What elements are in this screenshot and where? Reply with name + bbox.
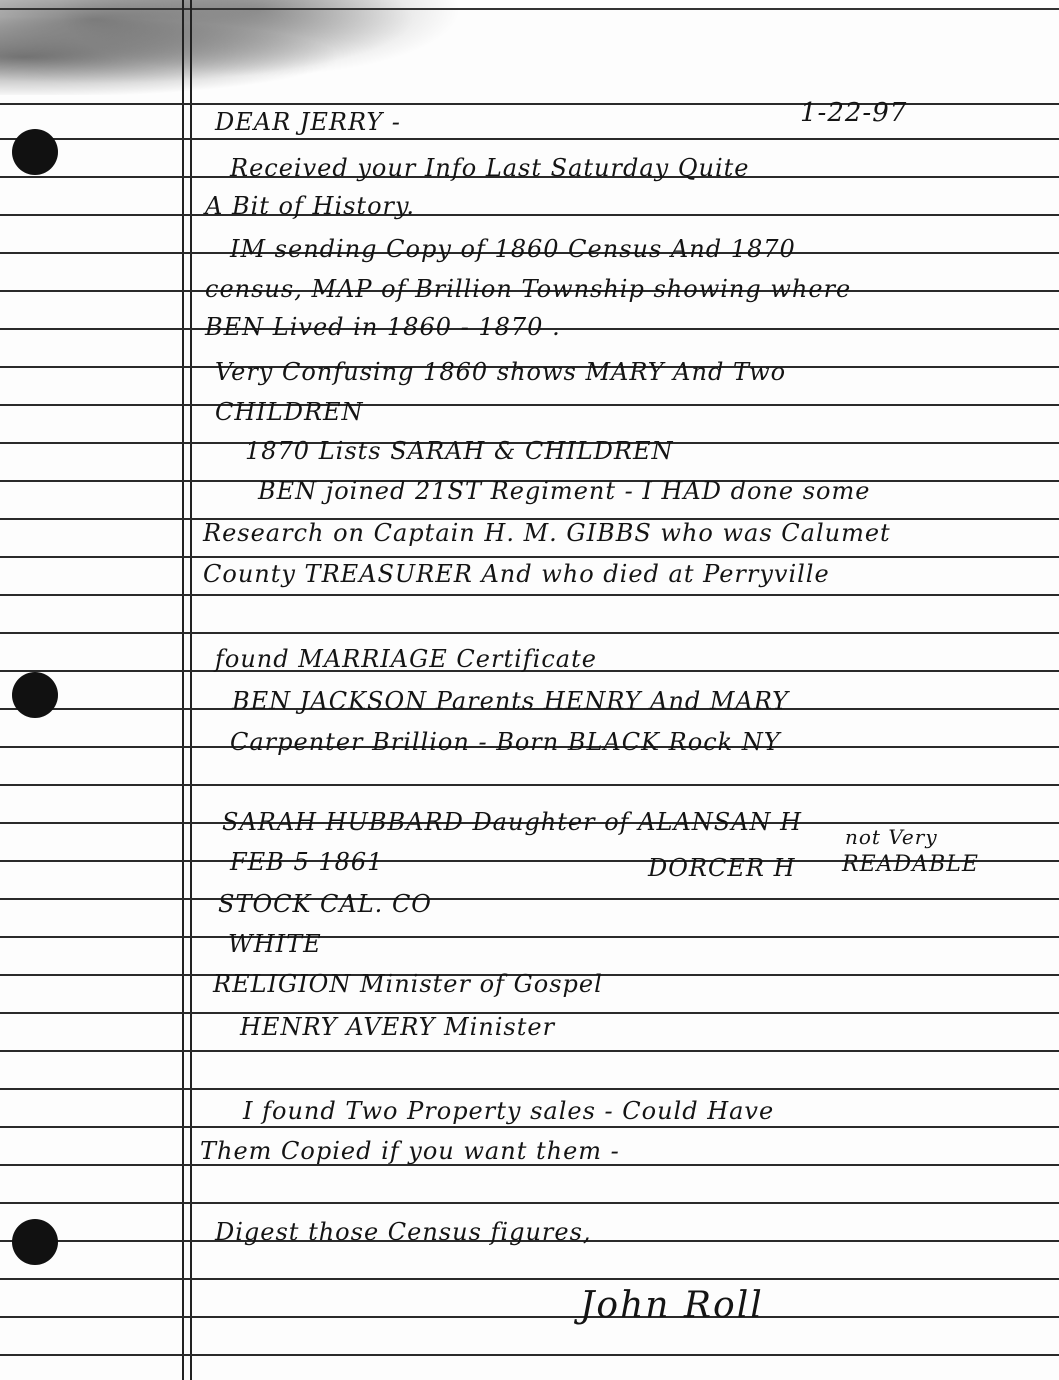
letter-line: DORCER H [648, 854, 796, 882]
ruled-line [0, 1278, 1059, 1280]
binder-hole [12, 129, 58, 175]
letter-line: BEN JACKSON Parents HENRY And MARY [232, 687, 789, 715]
letter-line: BEN Lived in 1860 - 1870 . [205, 313, 561, 341]
letter-line: CHILDREN [215, 398, 364, 426]
binder-hole [12, 672, 58, 718]
signature: John Roll [580, 1285, 764, 1326]
letter-line: RELIGION Minister of Gospel [213, 970, 603, 998]
letter-line: A Bit of History. [205, 192, 415, 220]
letter-line: IM sending Copy of 1860 Census And 1870 [230, 235, 796, 263]
ruled-line [0, 404, 1059, 406]
ruled-line [0, 632, 1059, 634]
margin-line-left [182, 0, 184, 1380]
ruled-line [0, 1126, 1059, 1128]
letter-line: County TREASURER And who died at Perryville [203, 560, 830, 588]
ruled-line [0, 936, 1059, 938]
letter-line: Them Copied if you want them - [200, 1137, 620, 1165]
ruled-line [0, 556, 1059, 558]
ruled-line [0, 594, 1059, 596]
ruled-line [0, 138, 1059, 140]
letter-date: 1-22-97 [800, 98, 908, 128]
letter-line: 1870 Lists SARAH & CHILDREN [245, 437, 674, 465]
letter-line: STOCK CAL. CO [218, 890, 432, 918]
binder-hole [12, 1219, 58, 1265]
margin-note: READABLE [842, 852, 979, 877]
scan-smudge [0, 0, 470, 95]
ruled-line [0, 1354, 1059, 1356]
margin-line-right [190, 0, 192, 1380]
letter-line: Very Confusing 1860 shows MARY And Two [215, 358, 787, 386]
ruled-line [0, 784, 1059, 786]
letter-line: Carpenter Brillion - Born BLACK Rock NY [230, 728, 781, 756]
letter-line: WHITE [228, 930, 322, 958]
ruled-line [0, 1050, 1059, 1052]
letter-line: SARAH HUBBARD Daughter of ALANSAN H [222, 808, 803, 836]
letter-line: FEB 5 1861 [230, 848, 384, 876]
letter-line: Digest those Census figures, [215, 1218, 592, 1246]
salutation: DEAR JERRY - [215, 108, 401, 136]
letter-line: BEN joined 21ST Regiment - I HAD done some [258, 477, 871, 505]
ruled-line [0, 1088, 1059, 1090]
margin-note: not Very [845, 825, 938, 849]
letter-line: census, MAP of Brillion Township showing where [205, 275, 852, 303]
letter-line: HENRY AVERY Minister [240, 1013, 556, 1041]
letter-line: Research on Captain H. M. GIBBS who was Calumet [203, 519, 891, 547]
ruled-line [0, 1202, 1059, 1204]
paper-top-edge [0, 8, 1059, 10]
ruled-line [0, 898, 1059, 900]
ruled-line [0, 214, 1059, 216]
letter-line: I found Two Property sales - Could Have [243, 1097, 775, 1125]
ruled-line [0, 1316, 1059, 1318]
letter-line: Received your Info Last Saturday Quite [230, 154, 750, 182]
letter-line: found MARRIAGE Certificate [215, 645, 597, 673]
